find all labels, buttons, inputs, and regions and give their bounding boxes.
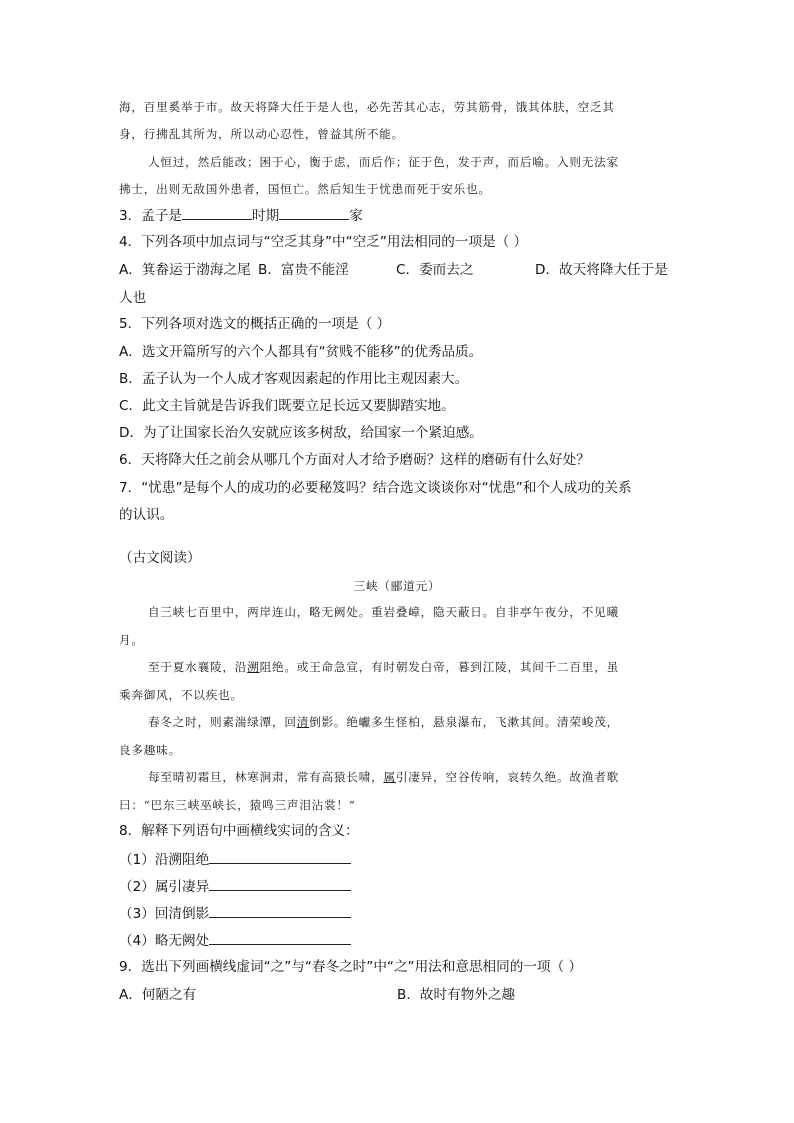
question-7-line2: 的认识。	[119, 507, 174, 523]
p4-text-b: 引凄异，空谷传响，哀转久绝。故渔者歌	[395, 770, 619, 784]
p3-text-b: 倒影。绝巘多生怪柏，悬泉瀑布，飞漱其间。清荣峻茂，	[309, 715, 619, 729]
q5-option-c: C．此文主旨就是告诉我们既要立足长远又要脚踏实地。	[119, 398, 455, 414]
question-8: 8．解释下列语句中画横线实词的含义：	[119, 823, 359, 839]
q3-blank-1[interactable]	[182, 205, 252, 220]
question-4: 4．下列各项中加点词与“空乏其身”中“空乏”用法相同的一项是（ ）	[119, 234, 528, 250]
passage2-p1-line2: 月。	[119, 633, 144, 647]
passage1-line4: 拂士，出则无敌国外患者，国恒亡。然后知生于忧患而死于安乐也。	[119, 182, 491, 196]
question-5: 5．下列各项对选文的概括正确的一项是（ ）	[119, 316, 391, 332]
p4-text-a: 每至晴初霜旦，林寒涧肃，常有高猿长啸，	[148, 770, 384, 784]
passage2-p2-line1	[148, 657, 619, 677]
p3-underlined: 清	[296, 715, 310, 729]
p2-underlined: 溯	[247, 660, 260, 674]
q8-item-2	[119, 876, 351, 897]
q8-item-3	[119, 903, 351, 924]
passage1-line3: 人恒过，然后能改；困于心，衡于虑，而后作；征于色，发于声，而后喻。入则无法家	[148, 155, 619, 169]
q4-option-d-cont: 人也	[119, 290, 147, 306]
p2-text-a: 至于夏水襄陵，沿	[148, 660, 248, 674]
q8-item-3-label: （3）回清倒影	[119, 906, 210, 922]
question-3	[119, 205, 363, 226]
q3-text-c: 家	[349, 208, 363, 224]
p2-text-b: 阻绝。或王命急宣，有时朝发白帝，暮到江陵，其间千二百里，虽	[259, 660, 619, 674]
passage2-p4-line1	[148, 767, 619, 787]
q8-item-1-label: （1）沿溯阻绝	[119, 852, 210, 868]
q3-text-b: 时期	[252, 208, 280, 224]
section-heading: （古文阅读）	[119, 550, 201, 566]
passage2-p2-line2: 乘奔御风，不以疾也。	[119, 688, 243, 702]
q5-option-b: B．孟子认为一个人成才客观因素起的作用比主观因素大。	[119, 371, 469, 387]
q8-answer-1[interactable]	[209, 849, 351, 864]
q8-answer-3[interactable]	[209, 903, 351, 918]
q4-option-c: C．委而去之	[396, 262, 474, 278]
passage2-p3-line1	[148, 712, 619, 732]
q5-option-a: A．选文开篇所写的六个人都具有“贫贱不能移”的优秀品质。	[119, 344, 483, 360]
q3-blank-2[interactable]	[279, 205, 349, 220]
q4-option-d: D．故天将降大任于是	[535, 262, 668, 278]
q8-item-2-label: （2）属引凄异	[119, 879, 210, 895]
q8-answer-4[interactable]	[209, 930, 351, 945]
q8-item-4-label: （4）略无阙处	[119, 933, 210, 949]
passage1-line2: 身，行拂乱其所为，所以动心忍性，曾益其所不能。	[119, 127, 405, 141]
q8-item-4	[119, 930, 351, 951]
q5-option-d: D．为了让国家长治久安就应该多树敌，给国家一个紧迫感。	[119, 425, 483, 441]
question-7-line1: 7．“忧患”是每个人的成功的必要秘笈吗？结合选文谈谈你对“忧患”和个人成功的关系	[119, 480, 632, 496]
q8-item-1	[119, 849, 351, 870]
question-6: 6．天将降大任之前会从哪几个方面对人才给予磨砺？这样的磨砺有什么好处？	[119, 452, 590, 468]
passage1-line1: 海，百里奚举于市。故天将降大任于是人也，必先苦其心志，劳其筋骨，饿其体肤，空乏其	[119, 100, 615, 114]
passage2-p3-line2: 良多趣味。	[119, 743, 181, 757]
passage2-p1-line1: 自三峡七百里中，两岸连山，略无阙处。重岩叠嶂，隐天蔽日。自非亭午夜分，不见曦	[148, 605, 619, 619]
passage-title: 三峡（郦道元）	[353, 579, 441, 593]
q3-text-a: 3．孟子是	[119, 208, 183, 224]
p3-text-a: 春冬之时，则素湍绿潭，回	[148, 715, 297, 729]
p4-underlined: 属	[383, 770, 396, 784]
q4-option-a: A．箕畚运于渤海之尾	[119, 262, 251, 278]
q9-option-b: B．故时有物外之趣	[397, 987, 516, 1003]
passage2-p4-line2: 曰：“巴东三峡巫峡长，猿鸣三声泪沾裳！”	[119, 798, 356, 812]
question-9: 9．选出下列画横线虚词“之”与“春冬之时”中“之”用法和意思相同的一项（ ）	[119, 959, 583, 975]
q4-option-b: B．富贵不能淫	[258, 262, 349, 278]
q9-option-a: A．何陋之有	[119, 987, 197, 1003]
q8-answer-2[interactable]	[209, 876, 351, 891]
